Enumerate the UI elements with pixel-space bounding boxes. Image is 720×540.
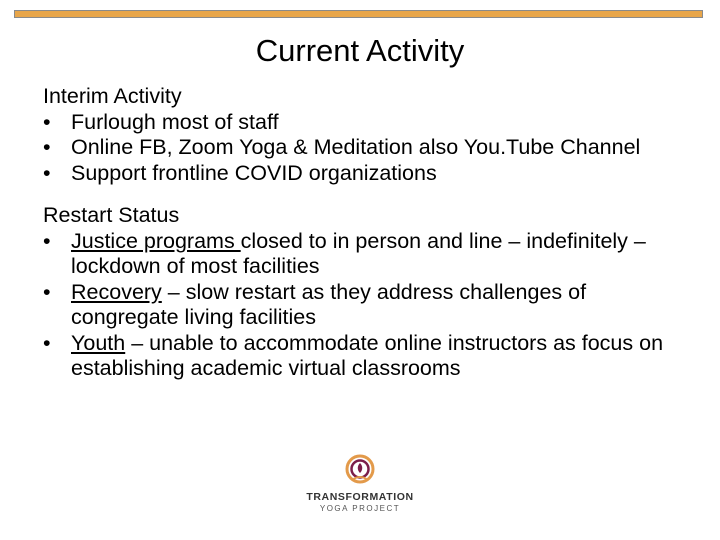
list-item (43, 161, 693, 187)
bullet-icon: • (43, 160, 51, 185)
bullet-icon: • (43, 135, 51, 159)
logo-subtitle: YOGA PROJECT (319, 504, 401, 513)
list-item (43, 229, 693, 280)
program-status: – unable to accommodate online instructors as focus on establishing academic virtual classrooms (71, 330, 664, 380)
program-status: closed to in person and line – indefinitely – lockdown of most facilities (71, 228, 646, 278)
list-item (43, 135, 693, 161)
accent-bar (14, 10, 703, 18)
slide-body (43, 84, 693, 382)
slide-title: Current Activity (255, 33, 465, 68)
program-name: Recovery (71, 279, 162, 304)
restart-heading: Restart Status (43, 203, 180, 227)
list-item-text: Support frontline COVID organizations (71, 160, 437, 185)
restart-list (43, 229, 693, 382)
organization-logo (300, 454, 420, 524)
bullet-icon: • (43, 279, 51, 304)
bullet-icon: • (43, 330, 51, 355)
lotus-circle-icon (344, 454, 376, 488)
bullet-icon: • (43, 228, 51, 253)
list-item (43, 331, 693, 382)
list-item (43, 280, 693, 331)
interim-heading: Interim Activity (43, 84, 182, 108)
list-item-text: Online FB, Zoom Yoga & Meditation also You.Tube Channel (71, 135, 641, 159)
bullet-icon: • (43, 109, 51, 134)
program-status: – slow restart as they address challenges of congregate living facilities (71, 279, 587, 329)
logo-name: TRANSFORMATION (306, 491, 414, 503)
program-name: Justice programs (71, 228, 241, 253)
program-name: Youth (71, 330, 126, 355)
list-item-text: Furlough most of staff (71, 109, 279, 134)
list-item (43, 110, 693, 136)
interim-list (43, 110, 693, 187)
